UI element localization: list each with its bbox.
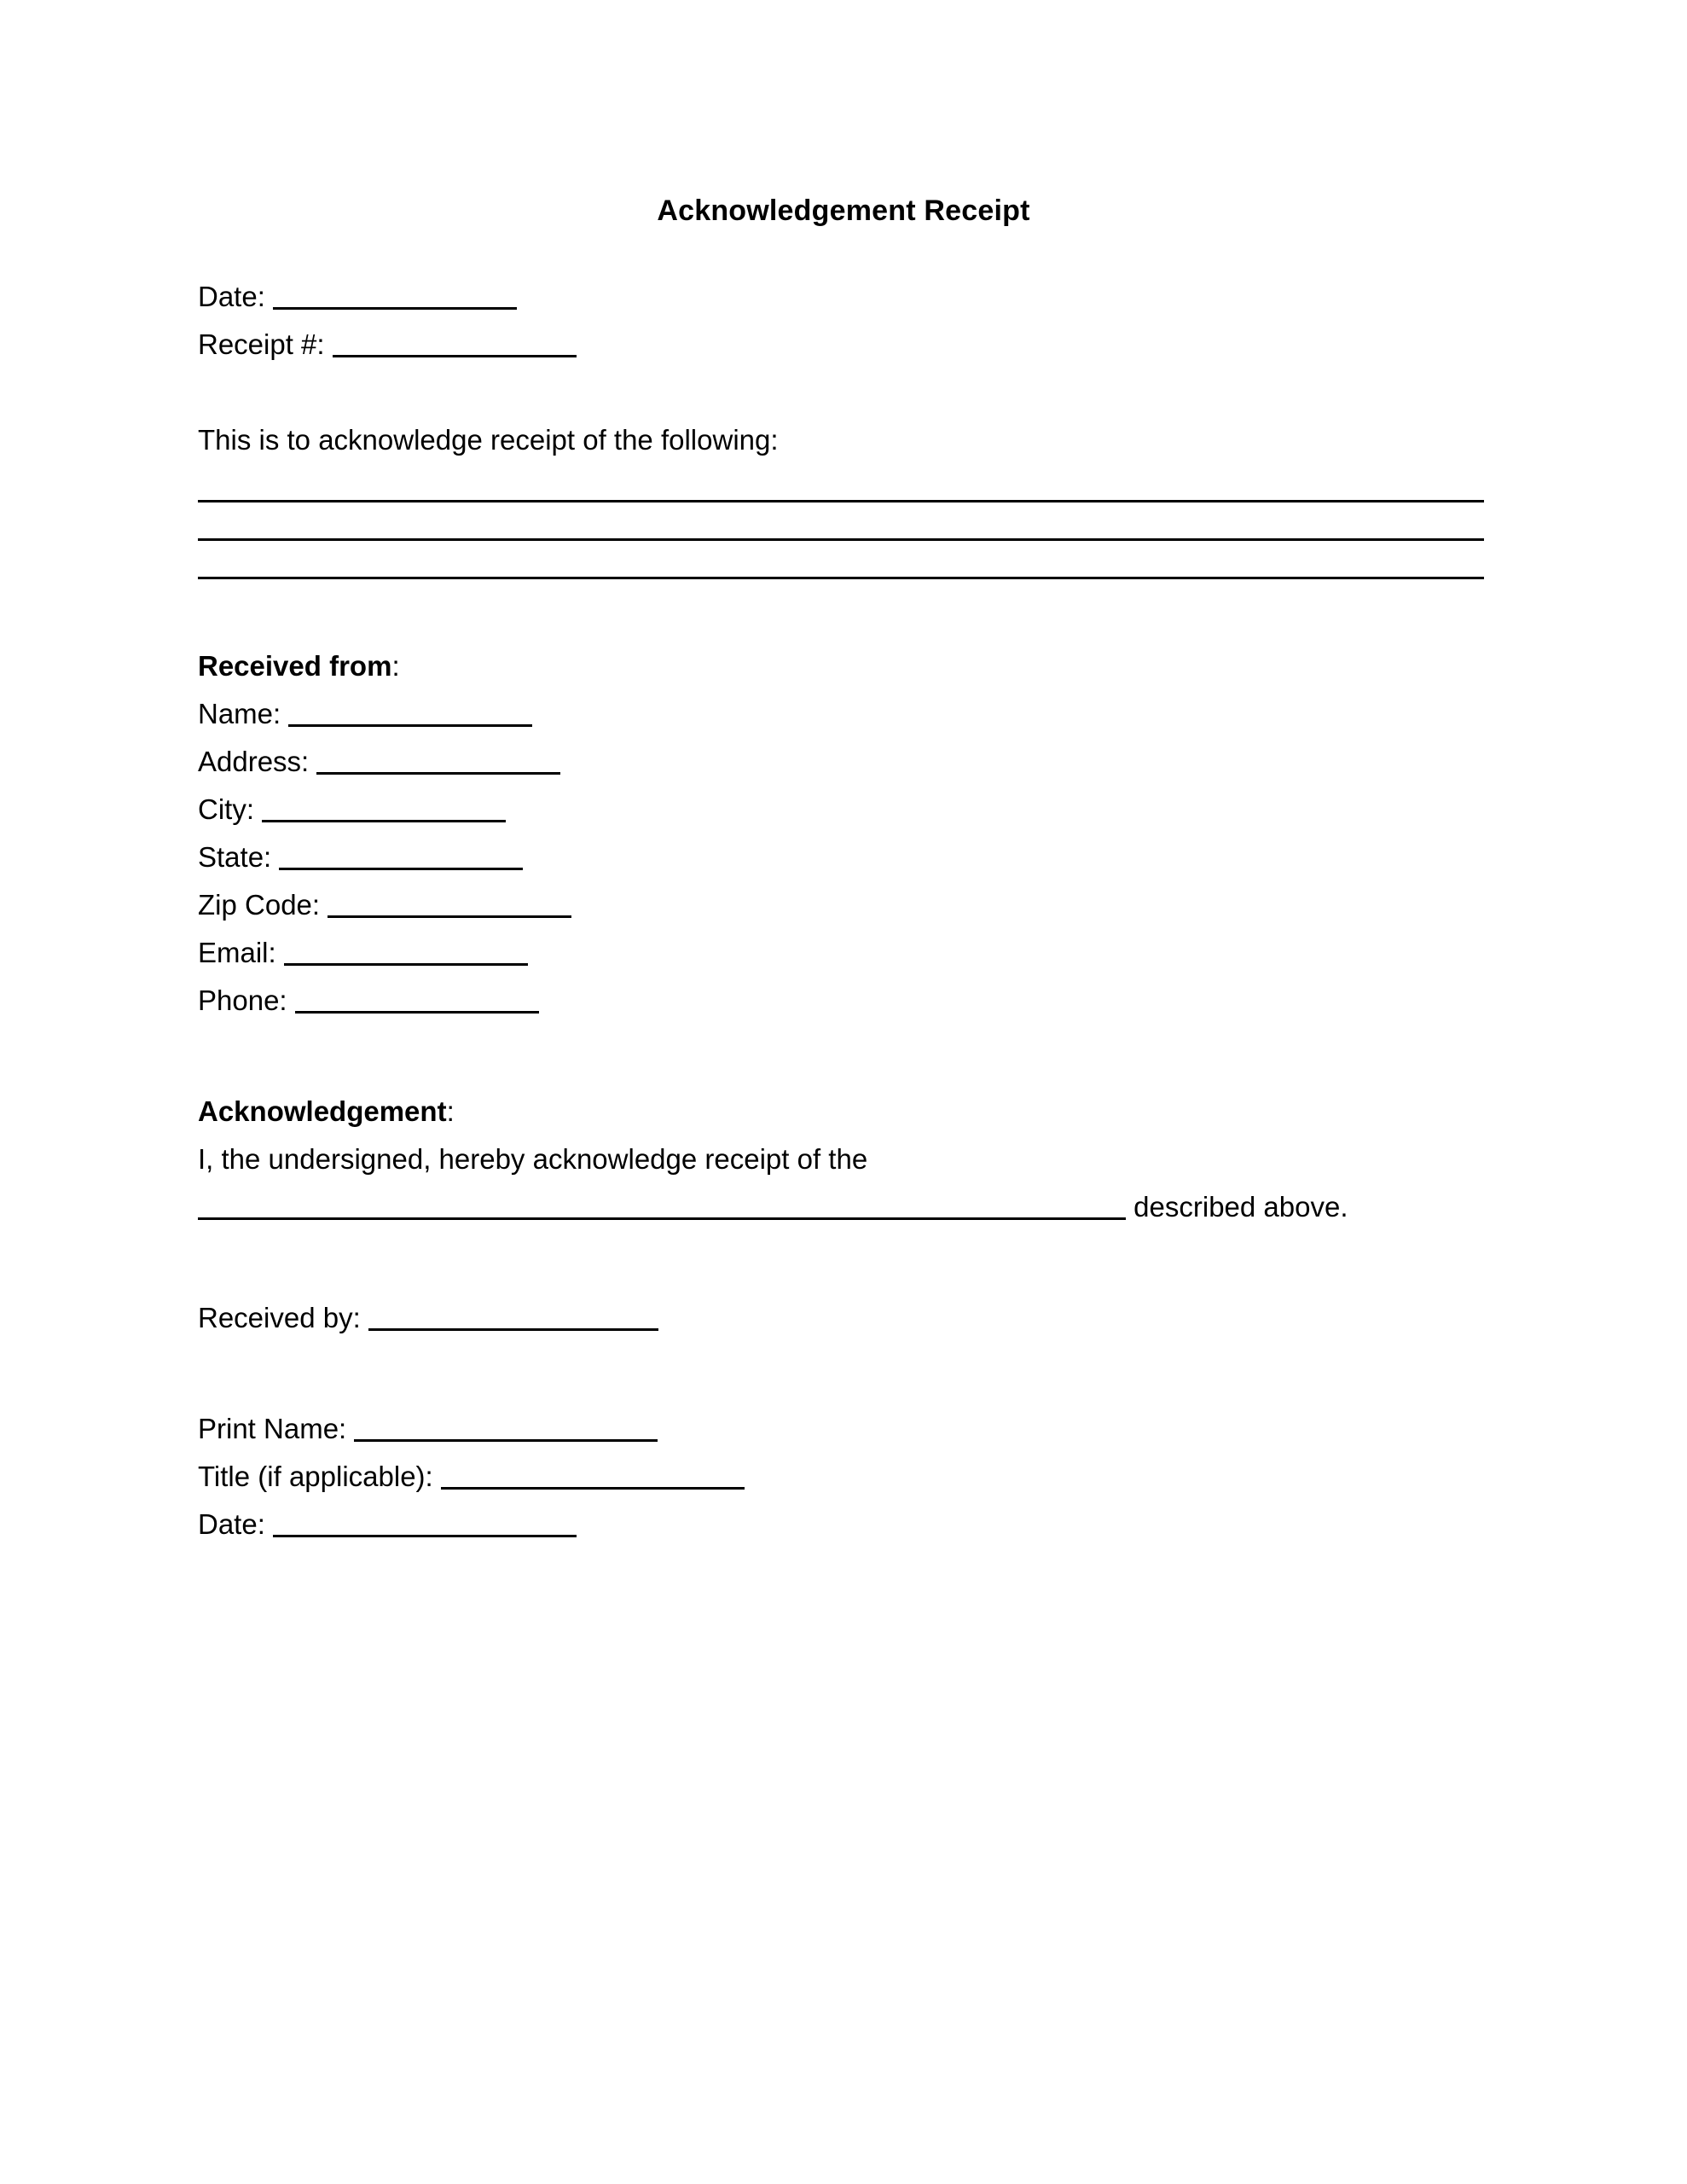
field-zip-code-label: Zip Code: xyxy=(198,889,328,921)
field-print-name-blank[interactable] xyxy=(354,1414,658,1442)
acknowledgement-statement-suffix: described above. xyxy=(1126,1191,1348,1223)
field-city-row xyxy=(198,786,1486,834)
field-state-row xyxy=(198,834,1486,881)
field-address-label: Address: xyxy=(198,746,317,777)
field-name-blank[interactable] xyxy=(288,699,532,727)
field-title-blank[interactable] xyxy=(441,1461,745,1490)
document-body xyxy=(198,273,1486,1548)
field-address-blank[interactable] xyxy=(316,746,560,775)
spacer xyxy=(198,1025,1486,1088)
field-name-label: Name: xyxy=(198,698,289,729)
description-rule-2[interactable] xyxy=(198,538,1484,541)
field-received-by-label: Received by: xyxy=(198,1302,368,1333)
field-print-name-label: Print Name: xyxy=(198,1413,355,1444)
spacer xyxy=(198,1231,1486,1294)
field-state-label: State: xyxy=(198,841,280,873)
field-date-label: Date: xyxy=(198,281,274,312)
acknowledgement-heading xyxy=(198,1088,1486,1136)
intro-text: This is to acknowledge receipt of the following: xyxy=(198,424,779,456)
field-zip-code-row xyxy=(198,881,1486,929)
field-date-blank[interactable] xyxy=(273,282,517,310)
field-signature-date-row xyxy=(198,1501,1486,1548)
spacer xyxy=(198,369,1486,416)
field-received-by-blank[interactable] xyxy=(368,1303,658,1331)
received-from-heading-colon: : xyxy=(391,650,400,682)
header-fields xyxy=(198,273,1486,369)
field-address-row xyxy=(198,738,1486,786)
field-city-blank[interactable] xyxy=(262,794,506,822)
description-rule-1[interactable] xyxy=(198,500,1484,502)
field-email-label: Email: xyxy=(198,937,284,968)
field-state-blank[interactable] xyxy=(279,842,523,870)
field-phone-blank[interactable] xyxy=(295,985,539,1014)
field-date-row xyxy=(198,273,1486,321)
page-title: Acknowledgement Receipt xyxy=(657,195,1030,227)
field-print-name-row xyxy=(198,1405,1486,1453)
received-from-heading xyxy=(198,642,1486,690)
field-title-label: Title (if applicable): xyxy=(198,1461,441,1492)
field-signature-date-blank[interactable] xyxy=(273,1509,577,1537)
acknowledgement-statement-line1: I, the undersigned, hereby acknowledge receipt of the xyxy=(198,1143,868,1175)
field-receipt-number-blank[interactable] xyxy=(333,329,577,357)
acknowledgement-heading-colon: : xyxy=(446,1095,455,1127)
received-from-heading-text: Received from xyxy=(198,650,392,682)
field-email-blank[interactable] xyxy=(284,938,528,966)
field-received-by-row xyxy=(198,1294,1486,1342)
field-email-row xyxy=(198,929,1486,977)
field-phone-row xyxy=(198,977,1486,1025)
field-receipt-number-row xyxy=(198,321,1486,369)
field-city-label: City: xyxy=(198,793,263,825)
field-receipt-number-label: Receipt #: xyxy=(198,328,333,360)
spacer xyxy=(198,1342,1486,1405)
field-signature-date-label: Date: xyxy=(198,1508,274,1540)
acknowledgement-heading-text: Acknowledgement xyxy=(198,1095,447,1127)
description-rules xyxy=(198,500,1486,579)
acknowledgement-item-blank[interactable] xyxy=(198,1195,1126,1220)
field-title-row xyxy=(198,1453,1486,1501)
spacer xyxy=(198,579,1486,642)
field-phone-label: Phone: xyxy=(198,985,295,1016)
field-zip-code-blank[interactable] xyxy=(328,890,571,918)
acknowledgement-statement-line2 xyxy=(198,1183,1486,1231)
field-name-row xyxy=(198,690,1486,738)
